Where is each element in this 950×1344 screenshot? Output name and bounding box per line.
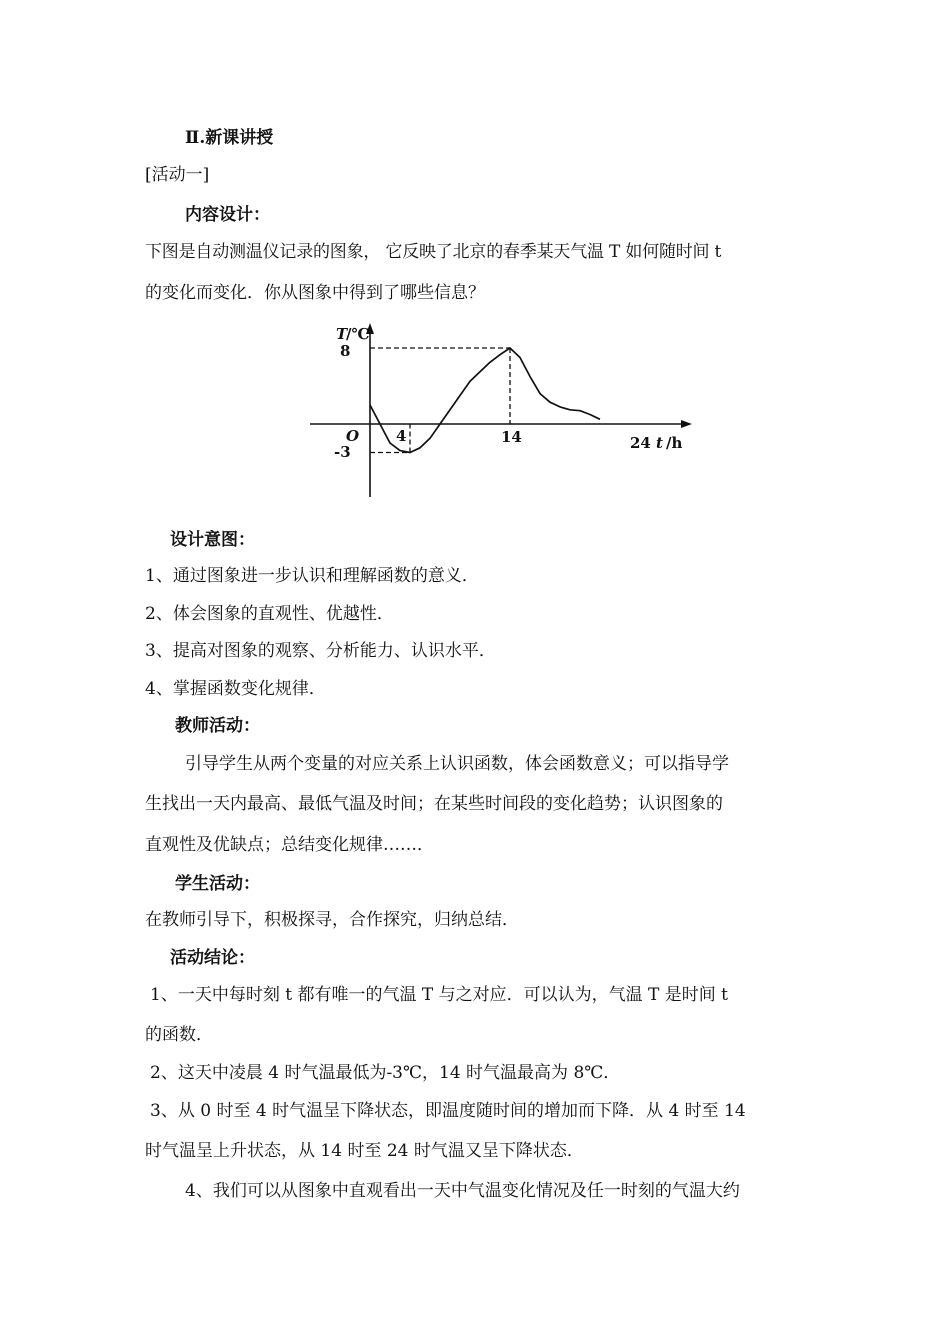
- y-axis-label-unit: /℃: [346, 325, 370, 343]
- student-label: 学生活动：: [175, 874, 260, 894]
- intent-item: 3、提高对图象的观察、分析能力、认识水平．: [145, 641, 496, 661]
- intent-item: 2、体会图象的直观性、优越性．: [145, 604, 394, 624]
- content-design-label: 内容设计：: [185, 205, 270, 225]
- intent-item: 4、掌握函数变化规律．: [145, 679, 326, 699]
- teacher-label: 教师活动：: [175, 716, 260, 736]
- x-tick-label: 14: [501, 428, 522, 446]
- conclusion-line: 1、一天中每时刻 t 都有唯一的气温 T 与之对应．可以认为，气温 T 是时间 t: [150, 985, 728, 1005]
- x-tick-label: 24: [630, 434, 651, 452]
- teacher-text-line: 生找出一天内最高、最低气温及时间；在某些时间段的变化趋势；认识图象的: [145, 794, 723, 814]
- y-axis-label-T: T: [336, 325, 348, 343]
- conclusion-line: 2、这天中凌晨 4 时气温最低为-3℃，14 时气温最高为 8℃．: [150, 1063, 621, 1083]
- y-tick-label: -3: [334, 443, 351, 461]
- intent-label: 设计意图：: [170, 530, 255, 550]
- x-axis-arrow: [681, 420, 692, 428]
- section-heading: Ⅱ.新课讲授: [185, 128, 274, 148]
- x-axis-label-unit: /h: [666, 434, 683, 452]
- conclusion-line: 3、从 0 时至 4 时气温呈下降状态，即温度随时间的增加而下降．从 4 时至 14: [150, 1101, 746, 1121]
- activity-label: [活动一]: [145, 165, 210, 185]
- temperature-chart: [300, 315, 720, 505]
- conclusion-line: 4、我们可以从图象中直观看出一天中气温变化情况及任一时刻的气温大约: [185, 1181, 740, 1201]
- conclusion-line: 时气温呈上升状态，从 14 时至 24 时气温又呈下降状态．: [145, 1141, 584, 1161]
- student-text: 在教师引导下，积极探寻，合作探究，归纳总结．: [145, 910, 519, 930]
- x-tick-label: 4: [396, 427, 407, 445]
- y-tick-label: 8: [340, 342, 351, 360]
- intro-line-2: 的变化而变化．你从图象中得到了哪些信息？: [145, 283, 485, 303]
- conclusion-label: 活动结论：: [170, 948, 255, 968]
- intro-line-1: 下图是自动测温仪记录的图象， 它反映了北京的春季某天气温 T 如何随时间 t: [145, 242, 722, 262]
- teacher-text-line: 直观性及优缺点；总结变化规律……．: [145, 835, 434, 855]
- teacher-text-line: 引导学生从两个变量的对应关系上认识函数，体会函数意义；可以指导学: [185, 754, 729, 774]
- conclusion-line: 的函数．: [145, 1025, 213, 1045]
- origin-label: O: [346, 427, 360, 445]
- intent-item: 1、通过图象进一步认识和理解函数的意义．: [145, 566, 479, 586]
- x-axis-label-t: t: [656, 434, 663, 452]
